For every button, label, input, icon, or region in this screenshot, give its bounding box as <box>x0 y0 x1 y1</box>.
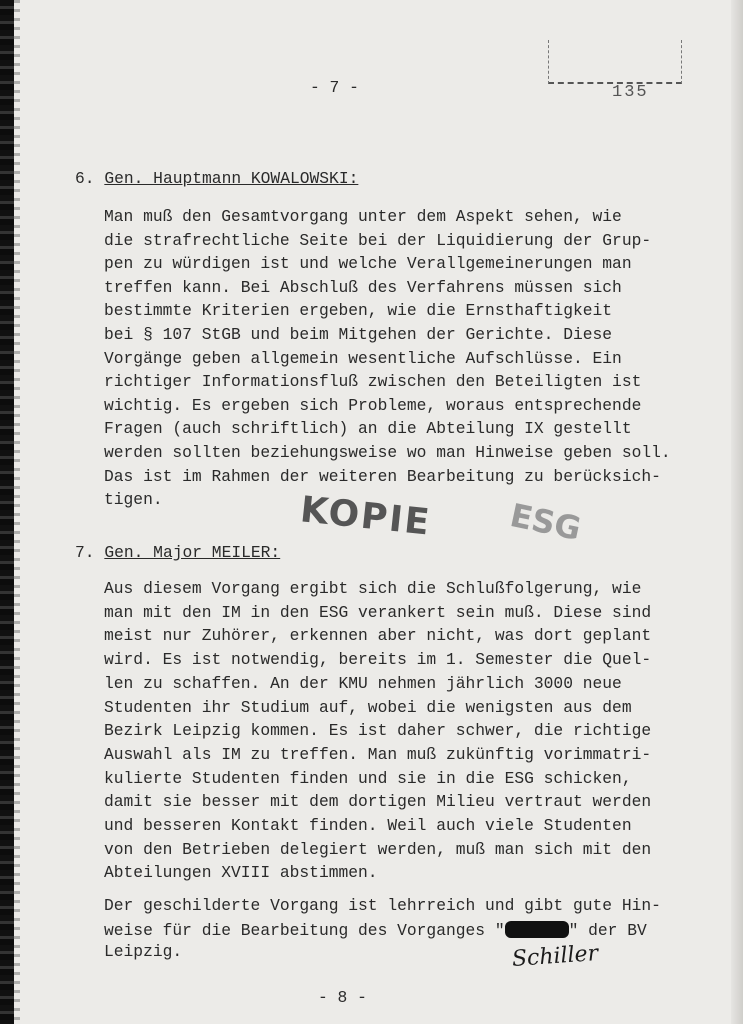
body-line: Das ist im Rahmen der weiteren Bearbeitung zu berücksich- <box>104 466 661 486</box>
body-line: Studenten ihr Studium auf, wobei die wenigsten aus dem <box>104 697 632 717</box>
body-line: von den Betrieben delegiert werden, muß man sich mit den <box>104 839 652 859</box>
kopie-stamp: KOPIE <box>298 489 434 544</box>
archive-stamp-box <box>548 40 682 84</box>
scan-binding-edge <box>0 0 14 1024</box>
body-line: und besseren Kontakt finden. Weil auch viele Studenten <box>104 816 632 835</box>
scan-binding-shadow <box>14 0 20 1024</box>
section-7-heading <box>75 545 280 561</box>
speaker-name: Gen. Hauptmann KOWALOWSKI: <box>104 169 359 188</box>
body-line: bestimmte Kriterien ergeben, wie die Ernsthaftigkeit <box>104 301 613 321</box>
body-line: damit sie besser mit dem dortigen Milieu vertraut werden <box>104 792 652 812</box>
body-line: werden sollten beziehungsweise wo man Hinweise geben soll. <box>104 443 671 462</box>
closing-text: weise für die Bearbeitung des Vorganges " <box>104 921 505 940</box>
body-line: meist nur Zuhörer, erkennen aber nicht, was dort geplant <box>104 626 652 646</box>
body-line: len zu schaffen. An der KMU nehmen jährlich 3000 neue <box>104 673 622 693</box>
body-line: pen zu würdigen ist und welche Verallgemeinerungen man <box>104 254 632 274</box>
body-line: kulierte Studenten finden und sie in die ESG schicken, <box>104 768 632 788</box>
body-line: tigen. <box>104 490 163 510</box>
body-line: bei § 107 StGB und beim Mitgehen der Gerichte. Diese <box>104 325 613 344</box>
body-line: die strafrechtliche Seite bei der Liquidierung der Grup- <box>104 230 652 250</box>
section-number: 7. <box>75 543 95 562</box>
redaction-bar <box>505 921 569 938</box>
archive-number: 135 <box>612 83 649 102</box>
section-number: 6. <box>75 169 95 188</box>
page-number-top: - 7 - <box>310 78 359 97</box>
closing-text: " der BV <box>568 921 647 940</box>
body-line: man mit den IM in den ESG verankert sein muß. Diese sind <box>104 602 652 622</box>
closing-line: Leipzig. <box>104 942 183 961</box>
body-line: Fragen (auch schriftlich) an die Abteilung IX gestellt <box>104 419 632 439</box>
body-line: wichtig. Es ergeben sich Probleme, woraus entsprechende <box>104 395 642 415</box>
scan-right-shadow <box>731 0 743 1024</box>
body-line: treffen kann. Bei Abschluß des Verfahrens müssen sich <box>104 277 622 297</box>
closing-line: Der geschilderte Vorgang ist lehrreich und gibt gute Hin- <box>104 896 661 915</box>
body-line: Abteilungen XVIII abstimmen. <box>104 863 378 883</box>
closing-line <box>104 921 647 939</box>
section-6-heading <box>75 171 358 187</box>
faint-stamp: ESG <box>506 496 585 548</box>
body-line: Man muß den Gesamtvorgang unter dem Aspekt sehen, wie <box>104 207 622 226</box>
body-line: richtiger Informationsfluß zwischen den Beteiligten ist <box>104 372 642 392</box>
body-line: Vorgänge geben allgemein wesentliche Aufschlüsse. Ein <box>104 348 622 368</box>
body-line: Bezirk Leipzig kommen. Es ist daher schwer, die richtige <box>104 721 652 741</box>
handwritten-signature: Schiller <box>511 941 599 972</box>
speaker-name: Gen. Major MEILER: <box>104 543 281 562</box>
body-line: Aus diesem Vorgang ergibt sich die Schlußfolgerung, wie <box>104 579 642 598</box>
body-line: wird. Es ist notwendig, bereits im 1. Semester die Quel- <box>104 650 652 670</box>
page-number-bottom: - 8 - <box>318 988 367 1007</box>
body-line: Auswahl als IM zu treffen. Man muß zukünftig vorimmatri- <box>104 744 652 764</box>
